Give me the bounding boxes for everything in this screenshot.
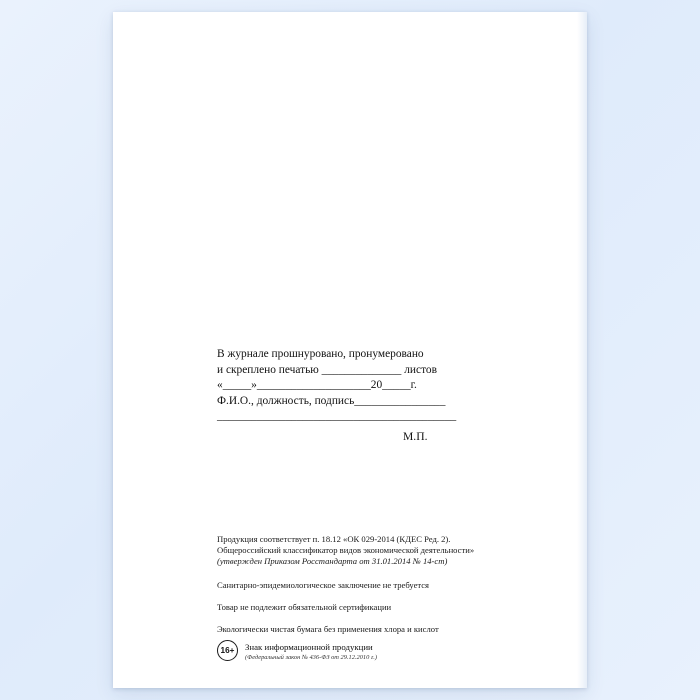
document-page [113,12,587,688]
legal-sanitary-line: Санитарно-эпидемиологическое заключение не требуется [217,579,430,590]
age-rating-title: Знак информационной продукции [245,642,373,652]
legal-okved-line-2: Общероссийский классификатор видов экономической деятельности» [217,545,475,556]
legal-okved-line-1: Продукция соответствует п. 18.12 «ОК 029-2014 (КДЕС Ред. 2). [217,534,451,544]
legal-okved-italic: (утвержден Приказом Росстандарта от 31.01.2014 № 14-ст) [217,556,448,567]
legal-certification-line: Товар не подлежит обязательной сертификации [217,601,392,612]
age-rating-mark [217,640,377,662]
legal-eco-line: Экологически чистая бумага без применения хлора и кислот [217,624,439,635]
age-rating-text [245,640,377,662]
certification-line-3: «_____»____________________20_____г. [217,379,417,392]
legal-note-sanitary [217,580,547,591]
certification-line-5: __________________________________________ [217,410,457,423]
stamp-place-label: М.П. [403,430,428,443]
legal-notes [217,534,547,646]
age-rating-badge-icon: 16+ [217,640,238,661]
legal-note-okved [217,534,547,568]
age-rating-note: (Федеральный закон № 436-ФЗ от 29.12.2010 г.) [245,654,378,661]
certification-line-1: В журнале прошнуровано, пронумеровано [217,348,424,360]
certification-line-2: и скреплено печатью ______________ листов [217,363,437,376]
certification-block [217,347,537,425]
certification-line-4: Ф.И.О., должность, подпись________________ [217,394,446,407]
legal-note-certification [217,602,547,613]
legal-note-eco [217,624,547,635]
